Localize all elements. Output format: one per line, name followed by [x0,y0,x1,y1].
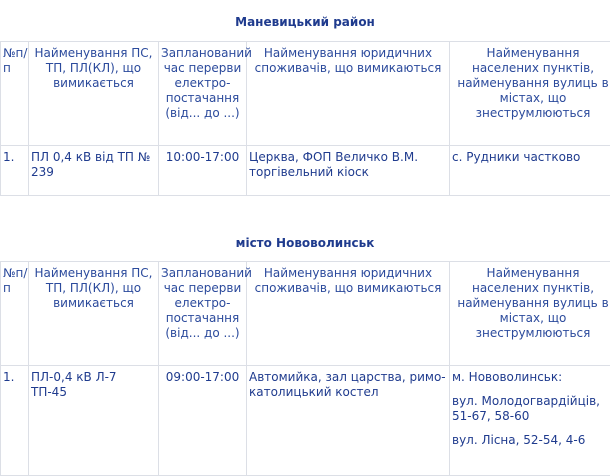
district-title: Маневицький район [0,15,610,29]
cell-settlements [450,366,610,476]
header-num: №п/п [1,42,29,146]
header-time: Запланований час перерви електро-постачання (від... до ...) [159,42,247,146]
settlement-line: м. Нововолинськ: [452,370,610,385]
table-header-row [1,42,610,146]
cell-num: 1. [1,146,29,196]
header-object: Найменування ПС, ТП, ПЛ(КЛ), що вимикається [29,262,159,366]
header-object: Найменування ПС, ТП, ПЛ(КЛ), що вимикається [29,42,159,146]
table-header-row [1,262,610,366]
header-time: Запланований час перерви електро-постачання (від... до ...) [159,262,247,366]
cell-settlements [450,146,610,196]
cell-consumers: Церква, ФОП Величко В.М. торгівельний кіоск [247,146,450,196]
settlement-line: вул. Лісна, 52-54, 4-6 [452,433,610,448]
table-row [1,146,610,196]
cell-object: ПЛ-0,4 кВ Л-7 ТП-45 [29,366,159,476]
cell-time: 09:00-17:00 [159,366,247,476]
cell-consumers: Автомийка, зал царства, римо-католицький костел [247,366,450,476]
cell-num: 1. [1,366,29,476]
settlement-line: вул. Молодогвардійців, 51-67, 58-60 [452,394,610,424]
outage-table [0,41,610,196]
header-settlements: Найменування населених пунктів, найменування вулиць в містах, що знеструмлюються [450,42,610,146]
header-consumers: Найменування юридичних споживачів, що вимикаються [247,262,450,366]
district-title: місто Нововолинськ [0,236,610,250]
header-consumers: Найменування юридичних споживачів, що вимикаються [247,42,450,146]
header-num: №п/п [1,262,29,366]
table-row [1,366,610,476]
settlement-line: с. Рудники частково [452,150,610,165]
cell-time: 10:00-17:00 [159,146,247,196]
cell-object: ПЛ 0,4 кВ від ТП № 239 [29,146,159,196]
outage-table [0,261,610,476]
header-settlements: Найменування населених пунктів, найменування вулиць в містах, що знеструмлюються [450,262,610,366]
